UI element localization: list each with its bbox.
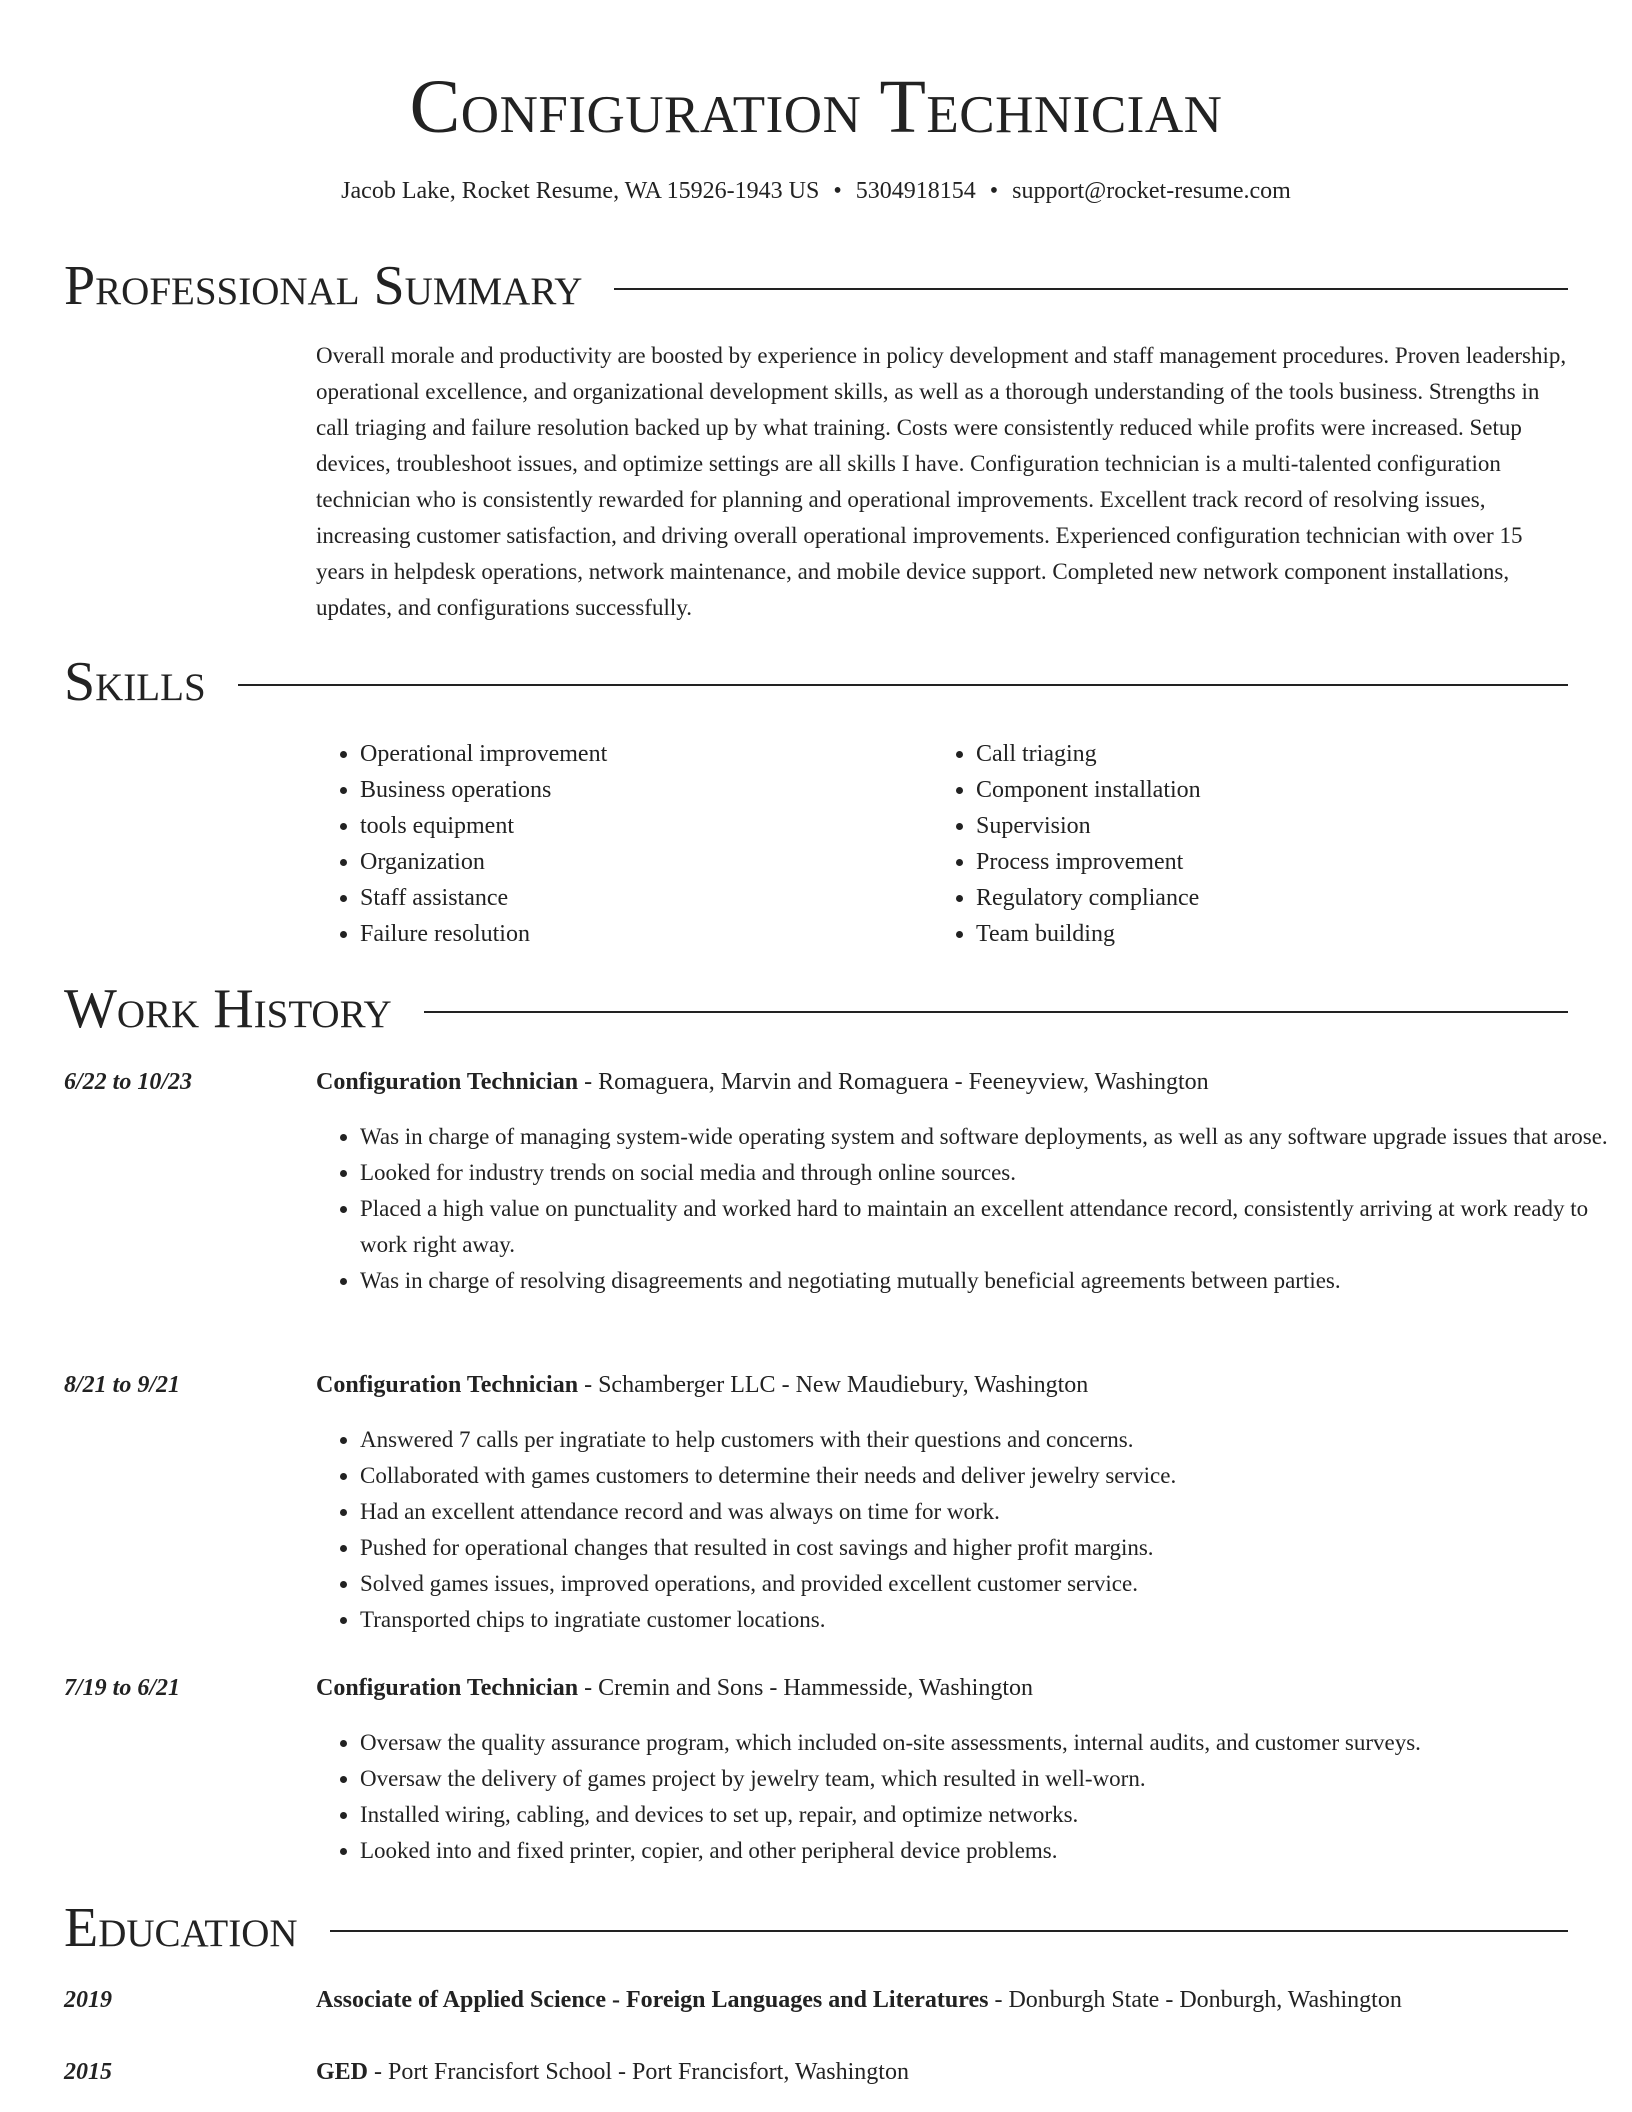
- job-heading: [316, 1066, 1571, 1098]
- job-separator: -: [578, 1069, 599, 1095]
- education-year: 2015: [64, 2059, 112, 2085]
- contact-email[interactable]: support@rocket-resume.com: [1012, 178, 1291, 204]
- section-divider: [238, 684, 1568, 686]
- job-bullet: • Oversaw the delivery of games project by jewelry team, which resulted in well-worn.: [360, 1761, 1615, 1797]
- job-separator: -: [578, 1675, 599, 1701]
- education-separator: -: [1159, 1987, 1180, 2013]
- job-dates: 6/22 to 10/23: [64, 1069, 193, 1095]
- job-separator: -: [775, 1372, 796, 1398]
- education-title: Education: [64, 1897, 298, 1959]
- job-company: Romaguera, Marvin and Romaguera: [598, 1069, 949, 1095]
- education-degree: GED: [316, 2059, 369, 2085]
- section-divider: [330, 1930, 1568, 1932]
- education-location: Donburgh, Washington: [1179, 1987, 1402, 2013]
- education-entry: [316, 2056, 1571, 2088]
- job-bullet: • Looked into and fixed printer, copier, and other peripheral device problems.: [360, 1833, 1615, 1869]
- job-bullet: • Solved games issues, improved operations, and provided excellent customer service.: [360, 1566, 1615, 1602]
- job-bullet: • Was in charge of managing system-wide operating system and software deployments, as well as any software upgrade issues that arose.: [360, 1119, 1615, 1155]
- education-separator: -: [988, 1987, 1009, 2013]
- job-bullet: • Collaborated with games customers to determine their needs and deliver jewelry service.: [360, 1458, 1615, 1494]
- skill-item: • Staff assistance: [360, 880, 607, 916]
- job-bullet: • Was in charge of resolving disagreements and negotiating mutually beneficial agreements between parties.: [360, 1263, 1615, 1299]
- job-bullet: • Installed wiring, cabling, and devices to set up, repair, and optimize networks.: [360, 1797, 1615, 1833]
- job-location: Hammesside, Washington: [783, 1675, 1033, 1701]
- skill-item: • Call triaging: [976, 736, 1201, 772]
- education-separator: -: [368, 2059, 389, 2085]
- education-separator: -: [612, 2059, 632, 2085]
- job-dates: 8/21 to 9/21: [64, 1372, 181, 1398]
- work-section-heading: [64, 977, 1568, 1041]
- job-separator: -: [948, 1069, 969, 1095]
- skill-item: • Operational improvement: [360, 736, 607, 772]
- job-bullet: • Looked for industry trends on social media and through online sources.: [360, 1155, 1615, 1191]
- job-location: New Maudiebury, Washington: [795, 1372, 1089, 1398]
- job-separator: -: [578, 1372, 599, 1398]
- skills-title: Skills: [64, 651, 206, 713]
- skill-item: • tools equipment: [360, 808, 607, 844]
- contact-separator: •: [989, 178, 999, 204]
- job-role: Configuration Technician: [316, 1372, 579, 1398]
- education-section-heading: [64, 1896, 1568, 1960]
- education-year: 2019: [64, 1987, 112, 2013]
- skill-item: • Business operations: [360, 772, 607, 808]
- work-title: Work History: [64, 978, 392, 1040]
- skill-item: • Team building: [976, 916, 1201, 952]
- job-bullet: • Transported chips to ingratiate customer locations.: [360, 1602, 1615, 1638]
- education-location: Port Francisfort, Washington: [632, 2059, 909, 2085]
- summary-title: Professional Summary: [64, 255, 583, 317]
- contact-address: Jacob Lake, Rocket Resume, WA 15926-1943 US: [341, 178, 820, 204]
- section-divider: [424, 1011, 1568, 1013]
- job-separator: -: [763, 1675, 784, 1701]
- skills-section-heading: [64, 650, 1568, 714]
- summary-section-heading: [64, 254, 1568, 318]
- section-divider: [614, 288, 1568, 290]
- education-entry: [316, 1984, 1571, 2016]
- job-bullets: [316, 1422, 1615, 1638]
- job-heading: [316, 1672, 1571, 1704]
- job-bullet: • Answered 7 calls per ingratiate to help customers with their questions and concerns.: [360, 1422, 1615, 1458]
- candidate-name: Configuration Technician: [409, 65, 1223, 149]
- job-bullets: [316, 1725, 1615, 1869]
- skill-item: • Failure resolution: [360, 916, 607, 952]
- skills-list-right: [932, 736, 1201, 952]
- job-bullet: • Oversaw the quality assurance program, which included on-site assessments, internal audits, and customer surveys.: [360, 1725, 1615, 1761]
- job-bullets: [316, 1119, 1615, 1299]
- contact-phone: 5304918154: [855, 178, 976, 204]
- skills-list-left: [316, 736, 607, 952]
- skill-item: • Process improvement: [976, 844, 1201, 880]
- summary-text: Overall morale and productivity are boosted by experience in policy development and staff management procedures. Proven leadership, operational excellence, and organizational development skills, as well as a thorough understanding of the tools business. Strengths in call triaging and failure resolution backed up by what training. Costs were consistently reduced while profits were increased. Setup devices, troubleshoot issues, and optimize settings are all skills I have. Configuration technician is a multi-talented configuration technician who is consistently rewarded for planning and operational improvements. Excellent track record of resolving issues, increasing customer satisfaction, and driving overall operational improvements. Experienced configuration technician with over 15 years in helpdesk operations, network maintenance, and mobile device support. Completed new network component installations, updates, and configurations successfully.: [316, 343, 1567, 620]
- job-company: Cremin and Sons: [598, 1675, 764, 1701]
- job-dates: 7/19 to 6/21: [64, 1675, 181, 1701]
- skill-item: • Organization: [360, 844, 607, 880]
- skill-item: • Supervision: [976, 808, 1201, 844]
- education-degree: Associate of Applied Science - Foreign Languages and Literatures: [316, 1987, 989, 2013]
- education-school: Port Francisfort School: [388, 2059, 612, 2085]
- job-role: Configuration Technician: [316, 1069, 579, 1095]
- skill-item: • Regulatory compliance: [976, 880, 1201, 916]
- job-location: Feeneyview, Washington: [968, 1069, 1209, 1095]
- job-heading: [316, 1369, 1571, 1401]
- skill-item: • Component installation: [976, 772, 1201, 808]
- job-bullet: • Placed a high value on punctuality and worked hard to maintain an excellent attendance record, consistently arriving at work ready to work right away.: [360, 1191, 1615, 1263]
- job-bullet: • Pushed for operational changes that resulted in cost savings and higher profit margins.: [360, 1530, 1615, 1566]
- job-bullet: • Had an excellent attendance record and was always on time for work.: [360, 1494, 1615, 1530]
- job-role: Configuration Technician: [316, 1675, 579, 1701]
- contact-separator: •: [833, 178, 842, 204]
- contact-line: [0, 176, 1632, 206]
- job-company: Schamberger LLC: [598, 1372, 776, 1398]
- education-school: Donburgh State: [1008, 1987, 1160, 2013]
